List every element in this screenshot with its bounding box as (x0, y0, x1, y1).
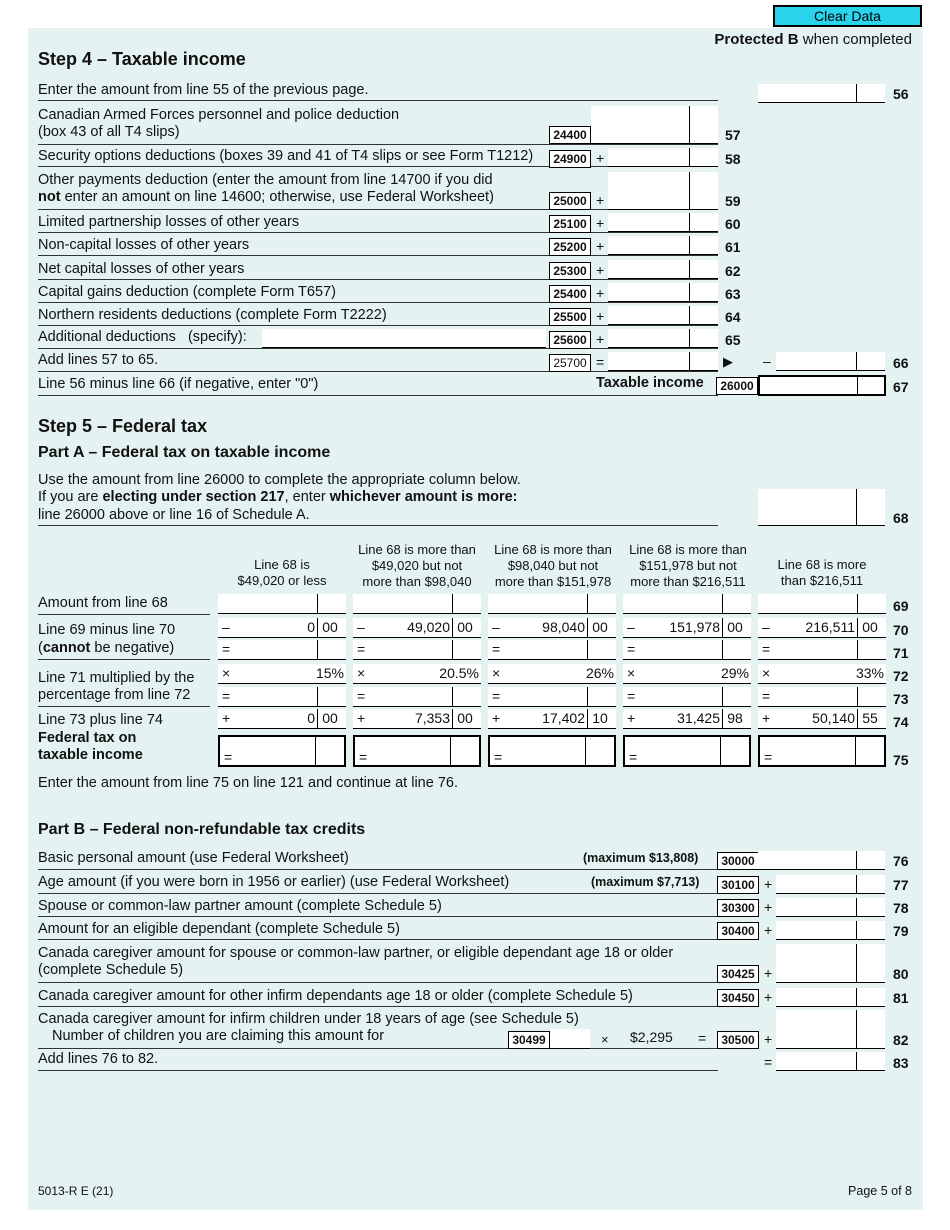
col5-line75-field[interactable] (758, 735, 886, 767)
page-number: Page 5 of 8 (848, 1184, 912, 1198)
col4-line72-op: × (627, 665, 636, 681)
col3-line72-rate: 26% (585, 665, 614, 681)
col5-line70-cents: 00 (862, 619, 878, 635)
row-rule (38, 869, 718, 870)
col5-line74-cents: 55 (862, 710, 878, 726)
line59-code: 25000 (549, 192, 591, 210)
row70-cannot: cannot (42, 640, 91, 656)
col3-line74-cents: 10 (592, 710, 608, 726)
line57-amount-field[interactable] (591, 106, 718, 144)
col3-line74-dollars: 17,402 (542, 710, 585, 726)
col4-line69-field[interactable] (623, 594, 751, 614)
row-rule (38, 232, 718, 233)
line65-text: Additional deductions (38, 329, 176, 345)
col1-line70-op: – (222, 619, 230, 635)
col5-line74-dollars: 50,140 (812, 710, 855, 726)
line77-label: Age amount (if you were born in 1956 or earlier) (use Federal Worksheet) (38, 874, 510, 890)
col3-header (487, 542, 619, 590)
line-number-57: 57 (725, 127, 741, 143)
line81-amount-field[interactable] (776, 988, 885, 1007)
line-number-83: 83 (893, 1055, 909, 1071)
col2-line75-field[interactable] (353, 735, 481, 767)
row75-label-2: taxable income (38, 747, 143, 763)
row-rule (38, 525, 718, 526)
row70-rest: be negative) (90, 640, 175, 656)
col3-line74-op: + (492, 710, 501, 726)
col4-line72-rate: 29% (720, 665, 749, 681)
col2-line70-cents: 00 (457, 619, 473, 635)
line78-label: Spouse or common-law partner amount (complete Schedule 5) (38, 898, 442, 914)
line66-label: Add lines 57 to 65. (38, 352, 159, 368)
line82-times: × (601, 1032, 609, 1047)
line-number-78: 78 (893, 900, 909, 916)
col5-line74 (758, 709, 886, 729)
line-number-77: 77 (893, 877, 909, 893)
row-rule (38, 100, 718, 101)
line61-amount-field[interactable] (608, 236, 718, 255)
col1-header (218, 557, 346, 589)
col4-line73-field[interactable] (623, 687, 751, 707)
line-number-59: 59 (725, 193, 741, 209)
line-number-62: 62 (725, 263, 741, 279)
line-number-82: 82 (893, 1032, 909, 1048)
line82-children-code: 30499 (508, 1031, 550, 1049)
row-rule (38, 302, 718, 303)
partB-bold: Part B (38, 821, 86, 838)
col1-head-2: $49,020 or less (237, 573, 327, 588)
line-number-70: 70 (893, 622, 909, 638)
line79-amount-field[interactable] (776, 921, 885, 940)
col1-line69-field[interactable] (218, 594, 346, 614)
row-rule (38, 982, 718, 983)
col5-line70-dollars: 216,511 (805, 619, 855, 635)
row72-label-2: percentage from line 72 (38, 687, 191, 703)
line60-code: 25100 (549, 215, 591, 233)
col2-line70-op: – (357, 619, 365, 635)
line61-sign: + (596, 238, 605, 254)
col2-line72-rate: 20.5% (439, 665, 479, 681)
col3-line72-op: × (492, 665, 501, 681)
col5-head-1: Line 68 is more (777, 557, 867, 572)
line-number-80: 80 (893, 966, 909, 982)
line63-code: 25400 (549, 285, 591, 303)
partB-title (38, 821, 365, 839)
row-rule (38, 916, 718, 917)
col2-head-1: Line 68 is more than (358, 542, 476, 557)
col5-line71-eq: = (762, 641, 771, 657)
line68-amount-field[interactable] (758, 489, 885, 526)
row70-label-1: Line 69 minus line 70 (38, 622, 176, 638)
line56-label: Enter the amount from line 55 of the previous page. (38, 82, 369, 98)
line67-label: Line 56 minus line 66 (if negative, enter "0") (38, 376, 319, 392)
line65-label (38, 329, 247, 346)
line66-sign: = (596, 354, 605, 370)
row72-label-1: Line 71 multiplied by the (38, 670, 195, 686)
row75-label-1: Federal tax on (38, 730, 137, 746)
col5-line70-op: – (762, 619, 770, 635)
partA-rest: – Federal tax on taxable income (83, 444, 331, 461)
col2-line75-eq: = (359, 749, 368, 765)
line82-code: 30500 (717, 1031, 759, 1049)
col5-line71-field[interactable] (758, 640, 886, 660)
col2-line74-cents: 00 (457, 710, 473, 726)
col4-head-1: Line 68 is more than (629, 542, 747, 557)
col3-line71-field[interactable] (488, 640, 616, 660)
clear-data-button[interactable]: Clear Data (773, 5, 922, 27)
line80-amount-field[interactable] (776, 944, 885, 983)
line78-amount-field[interactable] (776, 898, 885, 917)
col1-line74-op: + (222, 710, 231, 726)
partA-intro-3: line 26000 above or line 16 of Schedule A. (38, 507, 310, 523)
line59-label-2 (38, 189, 494, 206)
col4-line70-cents: 00 (727, 619, 743, 635)
line82-equals: = (698, 1030, 707, 1046)
line65-code: 25600 (549, 331, 591, 349)
col4-line74-op: + (627, 710, 636, 726)
row-rule (38, 1048, 718, 1049)
col5-line69-field[interactable] (758, 594, 886, 614)
line83-label: Add lines 76 to 82. (38, 1051, 159, 1067)
col1-line74-dollars: 0 (307, 710, 315, 726)
line67-code: 26000 (716, 377, 758, 395)
line56-amount-field[interactable] (758, 84, 885, 103)
col3-line70-cents: 00 (592, 619, 608, 635)
line-number-72: 72 (893, 668, 909, 684)
col4-line74 (623, 709, 751, 729)
col4-line71-field[interactable] (623, 640, 751, 660)
col5-line75-eq: = (764, 749, 773, 765)
line57-code: 24400 (549, 126, 591, 144)
line78-code: 30300 (717, 899, 759, 917)
col3-head-1: Line 68 is more than (494, 542, 612, 557)
col4-line70-dollars: 151,978 (669, 619, 720, 635)
col4-line72 (623, 664, 751, 684)
col1-line71-field[interactable] (218, 640, 346, 660)
col5-line70 (758, 618, 886, 638)
line-number-73: 73 (893, 691, 909, 707)
partA-intro-1: Use the amount from line 26000 to complete the appropriate column below. (38, 472, 521, 488)
col2-line74 (353, 709, 481, 729)
col4-line74-cents: 98 (727, 710, 743, 726)
col1-line72 (218, 664, 346, 684)
col4-line73-eq: = (627, 688, 636, 704)
line-number-67: 67 (893, 379, 909, 395)
line58-amount-field[interactable] (608, 148, 718, 167)
col4-head-2: $151,978 but not (639, 558, 737, 573)
line-number-64: 64 (725, 309, 741, 325)
line79-code: 30400 (717, 922, 759, 940)
protected-notice (714, 31, 912, 48)
protected-suffix: when completed (798, 31, 912, 48)
line63-amount-field[interactable] (608, 283, 718, 302)
row-rule (38, 371, 718, 372)
col1-line72-rate: 15% (315, 665, 344, 681)
col2-head-2: $49,020 but not (371, 558, 463, 573)
line64-sign: + (596, 308, 605, 324)
col1-line70-cents: 00 (322, 619, 338, 635)
col3-head-2: $98,040 but not (507, 558, 599, 573)
line80-code: 30425 (717, 965, 759, 983)
col2-head-3: more than $98,040 (362, 574, 472, 589)
line-number-76: 76 (893, 853, 909, 869)
col1-line72-op: × (222, 665, 231, 681)
line59-sign: + (596, 192, 605, 208)
form-identifier: 5013-R E (21) (38, 1184, 114, 1198)
col1-line75-eq: = (224, 749, 233, 765)
row-rule (38, 614, 210, 615)
line67-taxable-income-field[interactable] (758, 375, 886, 396)
row-rule (38, 348, 718, 349)
line57-label-1: Canadian Armed Forces personnel and police deduction (38, 107, 400, 123)
col2-line72-op: × (357, 665, 366, 681)
col3-line74 (488, 709, 616, 729)
line65-specify: (specify): (187, 329, 247, 345)
partA-intro-2 (38, 489, 518, 506)
col1-head-1: Line 68 is (254, 557, 310, 572)
line59-label-1: Other payments deduction (enter the amount from line 14700 if you did (38, 172, 493, 188)
col1-line70-dollars: 0 (307, 619, 315, 635)
col5-line74-op: + (762, 710, 771, 726)
line66-code: 25700 (549, 354, 591, 372)
col3-line70 (488, 618, 616, 638)
col4-line74-dollars: 31,425 (677, 710, 720, 726)
line82-children-count-field[interactable] (550, 1029, 590, 1049)
arrow-right-icon: ▶ (723, 354, 733, 369)
line63-label: Capital gains deduction (complete Form T657) (38, 284, 336, 300)
col4-line75-eq: = (629, 749, 638, 765)
row-rule (38, 1006, 718, 1007)
line82-amount-field[interactable] (776, 1010, 885, 1049)
line62-amount-field[interactable] (608, 260, 718, 279)
line58-code: 24900 (549, 150, 591, 168)
partA-after-note: Enter the amount from line 75 on line 121 and continue at line 76. (38, 775, 458, 791)
line82-label-1: Canada caregiver amount for infirm children under 18 years of age (see Schedule 5) (38, 1011, 579, 1027)
col3-line71-eq: = (492, 641, 501, 657)
line76-maximum: (maximum $13,808) (583, 851, 699, 865)
line66-amount-field[interactable] (608, 352, 718, 371)
line81-sign: + (764, 989, 773, 1005)
line77-amount-field[interactable] (776, 875, 885, 894)
col3-line75-field[interactable] (488, 735, 616, 767)
col5-line72 (758, 664, 886, 684)
col3-line69-field[interactable] (488, 594, 616, 614)
col2-line69-field[interactable] (353, 594, 481, 614)
col5-header (757, 557, 887, 589)
row-rule (38, 1070, 718, 1071)
col5-line73-field[interactable] (758, 687, 886, 707)
line62-label: Net capital losses of other years (38, 261, 245, 277)
row74-label: Line 73 plus line 74 (38, 712, 163, 728)
col4-head-3: more than $216,511 (630, 574, 746, 589)
col2-line73-eq: = (357, 688, 366, 704)
line65-sign: + (596, 331, 605, 347)
col2-header (352, 542, 482, 590)
step5-title: Step 5 – Federal tax (38, 416, 208, 436)
col4-line70 (623, 618, 751, 638)
partB-rest: – Federal non-refundable tax credits (85, 821, 366, 838)
line-number-63: 63 (725, 286, 741, 302)
col4-line70-op: – (627, 619, 635, 635)
col4-line75-field[interactable] (623, 735, 751, 767)
line59-bold: not (38, 189, 61, 205)
line-number-61: 61 (725, 239, 741, 255)
line-number-60: 60 (725, 216, 741, 232)
line77-sign: + (764, 876, 773, 892)
line-number-65: 65 (725, 332, 741, 348)
line66-minus: – (763, 353, 771, 369)
partA-title (38, 444, 330, 462)
line-number-74: 74 (893, 714, 909, 730)
line-number-58: 58 (725, 151, 741, 167)
line76-amount-field[interactable] (758, 851, 885, 870)
line60-sign: + (596, 215, 605, 231)
line82-amount-per-child: $2,295 (630, 1029, 673, 1045)
taxable-income-label: Taxable income (596, 375, 704, 391)
col3-line75-eq: = (494, 749, 503, 765)
row-rule (38, 255, 718, 256)
col5-line72-op: × (762, 665, 771, 681)
line61-code: 25200 (549, 238, 591, 256)
col1-line70 (218, 618, 346, 638)
line59-amount-field[interactable] (608, 172, 718, 210)
col1-line74 (218, 709, 346, 729)
line60-amount-field[interactable] (608, 213, 718, 232)
col2-line74-op: + (357, 710, 366, 726)
row70-open: ( (38, 640, 43, 656)
col3-line70-dollars: 98,040 (542, 619, 585, 635)
intro2-d: whichever amount is more: (329, 489, 518, 505)
line-number-68: 68 (893, 510, 909, 526)
line83-sign: = (764, 1054, 773, 1070)
row-rule (38, 325, 718, 326)
col1-line74-cents: 00 (322, 710, 338, 726)
line-number-79: 79 (893, 923, 909, 939)
line66-total-field[interactable] (776, 352, 885, 371)
line-number-69: 69 (893, 598, 909, 614)
line59-rest: enter an amount on line 14600; otherwise, use Federal Worksheet) (60, 189, 494, 205)
col1-line71-eq: = (222, 641, 231, 657)
col2-line74-dollars: 7,353 (414, 710, 450, 726)
line77-maximum: (maximum $7,713) (591, 875, 700, 889)
line79-sign: + (764, 922, 773, 938)
line80-sign: + (764, 965, 773, 981)
line-number-81: 81 (893, 990, 909, 1006)
col3-head-3: more than $151,978 (494, 574, 612, 589)
line77-code: 30100 (717, 876, 759, 894)
line64-code: 25500 (549, 308, 591, 326)
partA-bold: Part A (38, 444, 84, 461)
line80-label-2: (complete Schedule 5) (38, 962, 184, 978)
row-rule (38, 144, 718, 145)
line79-label: Amount for an eligible dependant (complete Schedule 5) (38, 921, 400, 937)
row-rule (38, 893, 718, 894)
col1-line75-field[interactable] (218, 735, 346, 767)
line76-label: Basic personal amount (use Federal Worksheet) (38, 850, 349, 866)
line64-amount-field[interactable] (608, 306, 718, 325)
line83-amount-field[interactable] (776, 1052, 885, 1071)
col3-line72 (488, 664, 616, 684)
col5-line72-rate: 33% (855, 665, 884, 681)
line61-label: Non-capital losses of other years (38, 237, 250, 253)
col2-line73-field[interactable] (353, 687, 481, 707)
row69-label: Amount from line 68 (38, 595, 168, 611)
line60-label: Limited partnership losses of other years (38, 214, 300, 230)
line57-label-2: (box 43 of all T4 slips) (38, 124, 180, 140)
row-rule (38, 659, 210, 660)
line-number-71: 71 (893, 645, 909, 661)
row-rule (38, 939, 718, 940)
line82-label-2: Number of children you are claiming this amount for (52, 1028, 385, 1044)
col4-line71-eq: = (627, 641, 636, 657)
line-number-66: 66 (893, 355, 909, 371)
col2-line70 (353, 618, 481, 638)
line58-sign: + (596, 150, 605, 166)
line78-sign: + (764, 899, 773, 915)
protected-label: Protected B (714, 31, 799, 48)
line62-code: 25300 (549, 262, 591, 280)
line65-amount-field[interactable] (608, 329, 718, 348)
col5-line73-eq: = (762, 688, 771, 704)
col4-header (622, 542, 754, 590)
col5-head-2: than $216,511 (780, 573, 864, 588)
line63-sign: + (596, 285, 605, 301)
col3-line73-eq: = (492, 688, 501, 704)
line58-label: Security options deductions (boxes 39 and 41 of T4 slips or see Form T1212) (38, 148, 534, 164)
line-number-56: 56 (893, 86, 909, 102)
col3-line73-field[interactable] (488, 687, 616, 707)
col2-line70-dollars: 49,020 (407, 619, 450, 635)
line-number-75: 75 (893, 752, 909, 768)
line76-code: 30000 (717, 852, 759, 870)
row-rule (38, 706, 210, 707)
row-rule (38, 395, 718, 396)
line64-label: Northern residents deductions (complete Form T2222) (38, 307, 387, 323)
col2-line71-eq: = (357, 641, 366, 657)
row70-label-2 (38, 640, 174, 657)
col2-line72 (353, 664, 481, 684)
intro2-b: electing under section 217 (102, 489, 285, 505)
line81-label: Canada caregiver amount for other infirm dependants age 18 or older (complete Schedule 5) (38, 988, 633, 1004)
step4-title: Step 4 – Taxable income (38, 49, 246, 69)
col2-line71-field[interactable] (353, 640, 481, 660)
row-rule (38, 279, 718, 280)
col1-line73-field[interactable] (218, 687, 346, 707)
intro2-c: , enter (284, 489, 330, 505)
col1-line73-eq: = (222, 688, 231, 704)
line62-sign: + (596, 262, 605, 278)
line65-specify-field[interactable] (262, 329, 546, 348)
intro2-a: If you are (38, 489, 103, 505)
line80-label-1: Canada caregiver amount for spouse or common-law partner, or eligible dependant age 18 or older (38, 945, 674, 961)
line82-sign: + (764, 1031, 773, 1047)
col3-line70-op: – (492, 619, 500, 635)
line81-code: 30450 (717, 989, 759, 1007)
